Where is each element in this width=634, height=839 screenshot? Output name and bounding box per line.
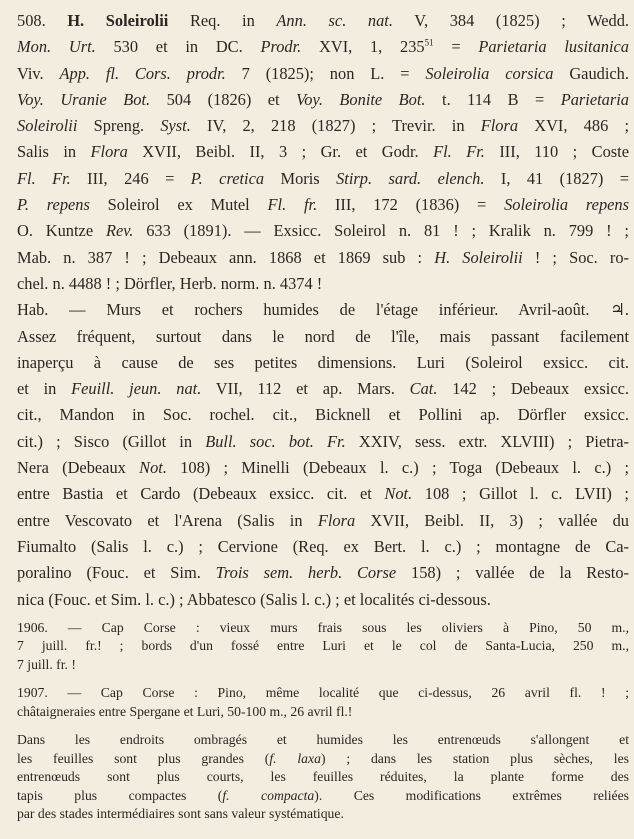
text-run: Fiumalto (Salis l. c.) ; Cervione (Req. ex Bert. l. c.) ; montagne de Ca- <box>17 536 629 556</box>
entry-line-text <box>190 11 629 30</box>
remarks-line <box>17 731 629 750</box>
text-run: O. Kuntze <box>17 221 106 241</box>
italic-citation: Fl. Fr. <box>433 142 485 162</box>
italic-citation: Syst. <box>160 116 191 136</box>
habitat-line <box>17 376 629 402</box>
text-run: 1907. — Cap Corse : Pino, même localité que ci-dessus, 26 avril fl. ! ; <box>17 685 629 701</box>
remarks-line <box>17 805 629 824</box>
italic-citation: Ann. sc. nat. <box>276 11 393 30</box>
text-run: 1906. — Cap Corse : vieux murs frais sous les oliviers à Pino, 50 m., <box>17 619 629 635</box>
italic-citation: Flora <box>90 142 128 162</box>
text-run: nica (Fouc. et Sim. l. c.) ; Abbatesco (Salis l. c.) ; et localités ci-dessous. <box>17 589 491 609</box>
text-run: entre Vescovato et l'Arena (Salis in <box>17 510 318 530</box>
text-run: inaperçu à cause de ses petites dimensions. Luri (Soleirol exsicc. cit. <box>17 352 629 372</box>
text-run: Gaudich. <box>553 63 629 83</box>
text-run: chel. n. 4488 ! ; Dörfler, Herb. norm. n. 4374 ! <box>17 273 323 293</box>
text-run: ). Ces modifications extrêmes reliées <box>314 787 629 803</box>
text-run: Assez fréquent, surtout dans le nord de l'île, mais passant facilement <box>17 326 629 346</box>
italic-citation: Fl. Fr. <box>17 168 71 188</box>
text-run: 7 (1825); non L. = <box>225 63 426 83</box>
habitat-line <box>17 455 629 481</box>
habitat-line <box>17 324 629 350</box>
italic-citation: Flora <box>317 510 356 530</box>
italic-citation: Not. <box>384 484 413 504</box>
note1906-line <box>17 656 629 675</box>
habitat-line <box>17 402 629 428</box>
text-run: Salis in <box>17 142 91 162</box>
text-run: 633 (1891). — Exsicc. Soleirol n. 81 ! ; Kralik n. 799 ! ; <box>133 221 629 241</box>
text-run: Nera (Debeaux <box>17 458 140 478</box>
habitat-line <box>17 587 629 613</box>
text-run: entre Bastia et Cardo (Debeaux exsicc. cit. et <box>17 484 385 504</box>
text-run: XVI, 1, 235 <box>301 37 425 57</box>
habitat-line <box>17 297 629 323</box>
text-run: châtaigneraies entre Spergane et Luri, 50-100 m., 26 avril fl.! <box>17 703 353 719</box>
italic-citation: Not. <box>139 458 167 478</box>
text-run: 158) ; vallée de la Resto- <box>396 563 630 583</box>
italic-citation: Soleirolii <box>17 116 78 136</box>
italic-citation: Trois sem. herb. Corse <box>215 563 397 583</box>
habitat-line <box>17 508 629 534</box>
italic-citation: App. fl. Cors. prodr. <box>59 63 226 83</box>
text-run: tapis plus compactes ( <box>17 787 223 803</box>
text-run: XXIV, sess. extr. XLVIII) ; Pietra- <box>345 431 629 451</box>
entry-continuation <box>17 34 629 297</box>
italic-citation: Stirp. sard. elench. <box>336 168 485 188</box>
italic-citation: Soleirolia repens <box>504 195 629 215</box>
text-run: Moris <box>264 168 337 188</box>
text-run: 530 et in DC. <box>95 37 261 57</box>
italic-citation: Rev. <box>105 221 134 241</box>
note-1907 <box>17 684 629 721</box>
remarks-line <box>17 750 629 769</box>
habitat-line <box>17 429 629 455</box>
superscript: 51 <box>424 37 434 48</box>
italic-citation: f. compacta <box>222 787 315 803</box>
habitat-line <box>17 481 629 507</box>
text-run: cit.) ; Sisco (Gillot in <box>17 431 206 451</box>
entry-line <box>17 245 629 271</box>
italic-citation: Soleirolia corsica <box>425 63 554 83</box>
italic-citation: Fl. fr. <box>267 195 318 215</box>
text-run: III, 110 ; Coste <box>484 142 629 162</box>
entry-line <box>17 218 629 244</box>
italic-citation: Feuill. jeun. nat. <box>71 379 202 399</box>
italic-citation: f. laxa <box>269 750 321 766</box>
text-run: 7 juill. fr. ! <box>17 656 76 672</box>
note1907-line <box>17 703 629 722</box>
text-run: IV, 2, 218 (1827) ; Trevir. in <box>190 116 481 136</box>
text-run: ) ; dans les station plus sèches, les <box>320 750 629 766</box>
remarks-line <box>17 787 629 806</box>
text-run: et in <box>17 379 72 399</box>
italic-citation: Voy. Bonite Bot. <box>296 89 426 109</box>
text-run: VII, 112 et ap. Mars. <box>201 379 410 399</box>
italic-citation: Prodr. <box>260 37 302 57</box>
entry-line <box>17 192 629 218</box>
text-run: Spreng. <box>77 116 161 136</box>
text-run: Hab. — Murs et rochers humides de l'étage inférieur. Avril-août. ♃. <box>17 300 629 320</box>
entry-line <box>17 166 629 192</box>
italic-citation: P. repens <box>17 195 90 215</box>
entry-line <box>17 34 629 60</box>
text-run: cit., Mandon in Soc. rochel. cit., Bicknell et Pollini ap. Dörfler exsicc. <box>17 405 629 425</box>
entry-line <box>17 87 629 113</box>
text-run: III, 172 (1836) = <box>317 195 505 215</box>
habitat-line <box>17 534 629 560</box>
text-run: Soleirol ex Mutel <box>89 195 268 215</box>
italic-citation: Bull. soc. bot. Fr. <box>205 431 346 451</box>
habitat-paragraph <box>17 297 629 613</box>
italic-citation: Voy. Uranie Bot. <box>17 89 151 109</box>
text-run: XVII, Beibl. II, 3) ; vallée du <box>355 510 629 530</box>
species-name: H. Soleirolii <box>67 11 169 30</box>
text-run: = <box>433 37 479 57</box>
text-run: V, 384 (1825) ; Wedd. <box>392 11 629 30</box>
italic-citation: Parietaria lusitanica <box>478 37 630 57</box>
text-run: 504 (1826) et <box>150 89 297 109</box>
italic-citation: Parietaria <box>560 89 629 109</box>
text-run: t. 114 B = <box>425 89 561 109</box>
note1906-line <box>17 637 629 656</box>
text-run: par des stades intermédiaires sont sans valeur systématique. <box>17 806 344 822</box>
text-run: Viv. <box>17 63 60 83</box>
entry-number: 508. <box>17 11 46 30</box>
text-run: ! ; Soc. ro- <box>522 247 630 267</box>
text-run: Req. in <box>189 11 277 30</box>
entry-line <box>17 139 629 165</box>
italic-citation: H. Soleirolii <box>434 247 523 267</box>
text-run: 108) ; Minelli (Debeaux l. c.) ; Toga (Debeaux l. c.) ; <box>166 458 630 478</box>
habitat-line <box>17 560 629 586</box>
entry-line <box>17 61 629 87</box>
habitat-line <box>17 350 629 376</box>
note-1906 <box>17 619 629 675</box>
remarks-paragraph <box>17 731 629 824</box>
text-run: III, 246 = <box>70 168 191 188</box>
italic-citation: Flora <box>480 116 519 136</box>
text-run: 142 ; Debeaux exsicc. <box>437 379 629 399</box>
text-run: XVII, Beibl. II, 3 ; Gr. et Godr. <box>127 142 434 162</box>
italic-citation: P. cretica <box>190 168 265 188</box>
italic-citation: Mon. Urt. <box>17 37 96 57</box>
entry-line-1 <box>17 8 629 34</box>
note1906-line <box>17 619 629 638</box>
text-run: Mab. n. 387 ! ; Debeaux ann. 1868 et 1869 sub : <box>17 247 435 267</box>
remarks-line <box>17 768 629 787</box>
text-body <box>17 8 629 824</box>
text-run: XVI, 486 ; <box>518 116 629 136</box>
entry-line <box>17 271 629 297</box>
text-run: 7 juill. fr.! ; bords d'un fossé entre Luri et le col de Santa-Lucia, 250 m., <box>17 638 629 654</box>
entry-line <box>17 113 629 139</box>
text-run: Dans les endroits ombragés et humides les entrenœuds s'allongent et <box>17 732 629 748</box>
note1907-line <box>17 684 629 703</box>
text-run: I, 41 (1827) = <box>484 168 630 188</box>
text-run: entrenœuds sont plus courts, les feuilles réduites, la plante forme des <box>17 769 629 785</box>
italic-citation: Cat. <box>409 379 438 399</box>
text-run: 108 ; Gillot l. c. LVII) ; <box>412 484 629 504</box>
text-run: les feuilles sont plus grandes ( <box>17 750 270 766</box>
text-run: poralino (Fouc. et Sim. <box>17 563 216 583</box>
